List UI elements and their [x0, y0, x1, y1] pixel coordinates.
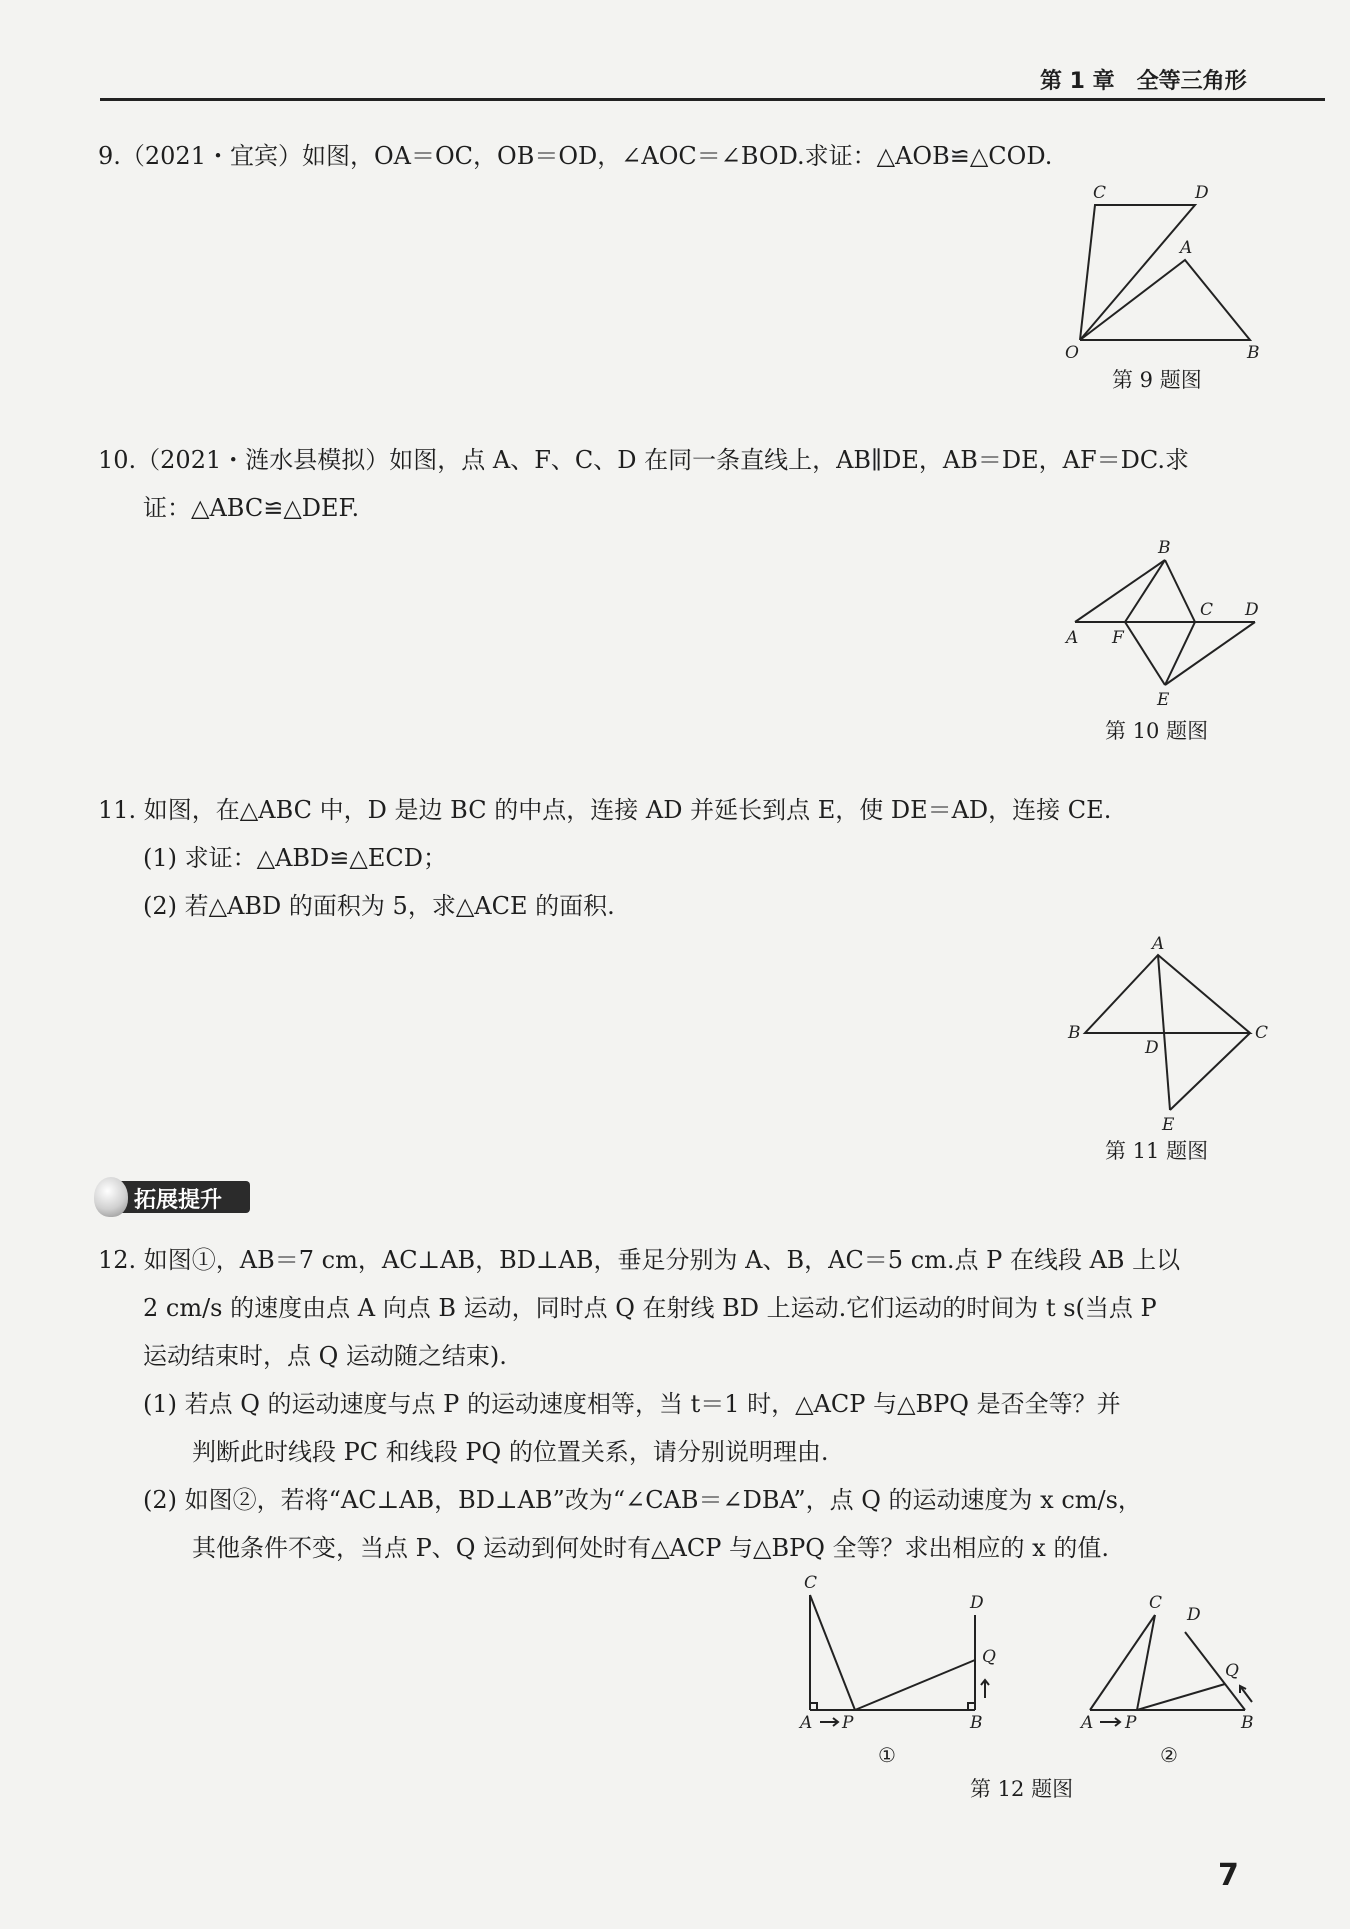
fig12a-label-p: P — [842, 1713, 854, 1733]
problem-9-text: 9.（2021・宜宾）如图，OA＝OC，OB＝OD，∠AOC＝∠BOD.求证：△AOB≌△COD. — [98, 142, 1053, 170]
fig10-seg-bc — [1165, 560, 1195, 622]
fig12b-seg-pq — [1137, 1684, 1225, 1710]
figure-9-caption: 第 9 题图 — [1112, 368, 1202, 392]
fig10-label-d: D — [1245, 600, 1259, 620]
fig10-label-b: B — [1158, 538, 1171, 558]
problem-11-line3: (2) 若△ABD 的面积为 5，求△ACE 的面积. — [143, 892, 615, 920]
fig12a-label-c: C — [804, 1573, 818, 1593]
fig12a-seg-cp — [810, 1595, 855, 1710]
fig12b-label-d: D — [1187, 1605, 1201, 1625]
fig10-seg-fe — [1125, 622, 1165, 685]
fig10-seg-de — [1165, 622, 1255, 685]
fig12b-sub-mark: ② — [1160, 1743, 1178, 1767]
figure-10 — [1060, 535, 1280, 715]
chapter-header: 第 1 章 全等三角形 — [1040, 69, 1247, 94]
problem-12-line3: 运动结束时，点 Q 运动随之结束). — [143, 1342, 507, 1370]
fig11-triangle-abc — [1085, 955, 1250, 1033]
fig9-oab — [1080, 260, 1250, 340]
figure-12-caption: 第 12 题图 — [970, 1777, 1074, 1801]
problem-10-line1: 10.（2021・涟水县模拟）如图，点 A、F、C、D 在同一条直线上，AB∥DE，AB＝DE，AF＝DC.求 — [98, 446, 1190, 474]
problem-12-line7: 其他条件不变，当点 P、Q 运动到何处时有△ACP 与△BPQ 全等？求出相应的 x 的值. — [192, 1534, 1109, 1562]
fig10-seg-bf — [1125, 560, 1165, 622]
fig9-oc-cd — [1080, 205, 1195, 340]
fig12a-label-a: A — [800, 1713, 813, 1733]
fig12a-label-b: B — [970, 1713, 983, 1733]
section-badge-label: 拓展提升 — [134, 1188, 223, 1213]
problem-12-line5: 判断此时线段 PC 和线段 PQ 的位置关系，请分别说明理由. — [192, 1438, 829, 1466]
figure-10-caption: 第 10 题图 — [1105, 719, 1209, 743]
fig11-label-c: C — [1255, 1023, 1269, 1043]
fig12a-label-q: Q — [982, 1647, 996, 1667]
fig12a-label-d: D — [970, 1593, 984, 1613]
figure-12-1 — [790, 1570, 1010, 1770]
fig12b-label-b: B — [1241, 1713, 1254, 1733]
problem-11-line2: (1) 求证：△ABD≌△ECD； — [143, 844, 447, 872]
figure-11 — [1060, 935, 1280, 1135]
fig11-label-e: E — [1162, 1115, 1175, 1135]
fig10-label-e: E — [1157, 690, 1170, 710]
fig12a-right-angle-a — [810, 1703, 817, 1710]
fig11-label-a: A — [1152, 935, 1165, 954]
fig12a-right-angle-b — [968, 1703, 975, 1710]
fig10-label-f: F — [1112, 628, 1124, 648]
problem-12-line2: 2 cm/s 的速度由点 A 向点 B 运动，同时点 Q 在射线 BD 上运动.它们运动的时间为 t s(当点 P — [143, 1294, 1157, 1322]
figure-11-caption: 第 11 题图 — [1105, 1139, 1209, 1163]
fig10-label-c: C — [1200, 600, 1214, 620]
fig10-label-a: A — [1066, 628, 1079, 648]
figure-12-2 — [1075, 1590, 1275, 1770]
problem-10-line2: 证：△ABC≌△DEF. — [143, 494, 360, 522]
problem-12-line4: (1) 若点 Q 的运动速度与点 P 的运动速度相等，当 t＝1 时，△ACP 与△BPQ 是否全等？并 — [143, 1390, 1121, 1418]
problem-12-line6: (2) 如图②，若将“AC⊥AB，BD⊥AB”改为“∠CAB＝∠DBA”，点 Q 的运动速度为 x cm/s， — [143, 1486, 1142, 1514]
fig9-label-o: O — [1065, 343, 1079, 360]
problem-12-line1: 12. 如图①，AB＝7 cm，AC⊥AB，BD⊥AB，垂足分别为 A、B，AC＝5 cm.点 P 在线段 AB 上以 — [98, 1246, 1181, 1274]
fig9-label-d: D — [1195, 183, 1209, 203]
fig12b-label-c: C — [1149, 1593, 1163, 1613]
fig11-label-b: B — [1068, 1023, 1081, 1043]
figure-9 — [1055, 180, 1285, 360]
fig12b-label-a: A — [1081, 1713, 1094, 1733]
fig9-label-c: C — [1093, 183, 1107, 203]
fig10-seg-ab — [1075, 560, 1165, 622]
fig12b-label-p: P — [1125, 1713, 1137, 1733]
lightbulb-icon — [94, 1177, 128, 1217]
problem-11-line1: 11. 如图，在△ABC 中，D 是边 BC 的中点，连接 AD 并延长到点 E，使 DE＝AD，连接 CE. — [98, 796, 1112, 824]
header-rule — [100, 98, 1325, 101]
page-number: 7 — [1218, 1858, 1239, 1893]
fig11-label-d: D — [1145, 1038, 1159, 1058]
fig12a-sub-mark: ① — [878, 1743, 896, 1767]
fig9-label-a: A — [1180, 238, 1193, 258]
fig9-label-b: B — [1247, 343, 1260, 360]
fig11-seg-ce — [1170, 1033, 1250, 1110]
fig12b-label-q: Q — [1225, 1661, 1239, 1681]
fig12a-seg-pq — [855, 1660, 975, 1710]
